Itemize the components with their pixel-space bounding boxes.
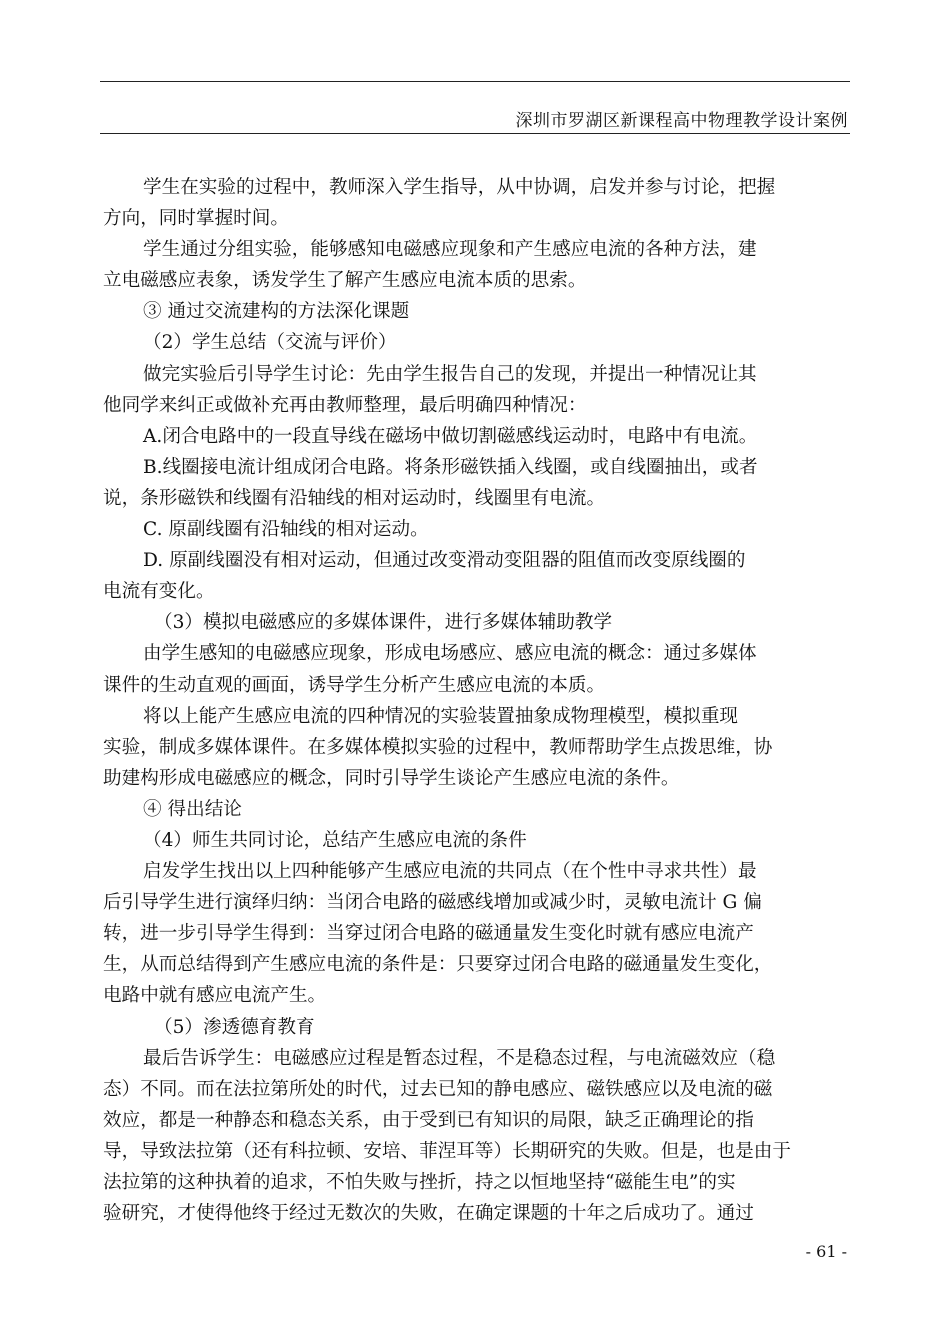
subsection-heading: （5）渗透德育教育 [154, 1016, 315, 1038]
text-line: 法拉第的这种执着的追求，不怕失败与挫折，持之以恒地坚持“磁能生电”的实 [103, 1172, 736, 1193]
text-line: 电路中就有感应电流产生。 [103, 985, 327, 1007]
list-item-b: B.线圈接电流计组成闭合电路。将条形磁铁插入线圈，或自线圈抽出，或者 [143, 456, 758, 478]
header-rule-bottom [100, 133, 850, 134]
list-item-c: C. 原副线圈有沿轴线的相对运动。 [143, 519, 429, 541]
text-line: 实验，制成多媒体课件。在多媒体模拟实验的过程中，教师帮助学生点拨思维，协 [103, 736, 773, 758]
text-line: 将以上能产生感应电流的四种情况的实验装置抽象成物理模型，模拟重现 [143, 705, 739, 727]
text-line: 课件的生动直观的画面，诱导学生分析产生感应电流的本质。 [103, 674, 606, 696]
text-line: 说，条形磁铁和线圈有沿轴线的相对运动时，线圈里有电流。 [103, 487, 606, 509]
subsection-heading: （3）模拟电磁感应的多媒体课件，进行多媒体辅助教学 [154, 612, 613, 634]
text-line: 立电磁感应表象，诱发学生了解产生感应电流本质的思索。 [103, 270, 587, 292]
text-line: 启发学生找出以上四种能够产生感应电流的共同点（在个性中寻求共性）最 [143, 861, 757, 883]
section-heading: ④ 得出结论 [143, 798, 242, 820]
text-line: 生，从而总结得到产生感应电流的条件是：只要穿过闭合电路的磁通量发生变化， [103, 954, 773, 976]
text-line: 方向，同时掌握时间。 [103, 208, 289, 230]
text-line: 学生在实验的过程中，教师深入学生指导，从中协调，启发并参与讨论，把握 [143, 177, 776, 198]
text-line: 验研究，才使得他终于经过无数次的失败，在确定课题的十年之后成功了。通过 [103, 1203, 754, 1225]
list-item-d: D. 原副线圈没有相对运动，但通过改变滑动变阻器的阻值而改变原线圈的 [143, 550, 746, 572]
text-line: 他同学来纠正或做补充再由教师整理，最后明确四种情况： [103, 394, 587, 416]
running-header-title: 深圳市罗湖区新课程高中物理教学设计案例 [515, 111, 848, 131]
text-line: 做完实验后引导学生讨论：先由学生报告自己的发现，并提出一种情况让其 [143, 363, 757, 385]
section-heading: ③ 通过交流建构的方法深化课题 [143, 301, 410, 323]
list-item-a: A.闭合电路中的一段直导线在磁场中做切割磁感线运动时，电路中有电流。 [143, 425, 758, 447]
text-line: 由学生感知的电磁感应现象，形成电场感应、感应电流的概念：通过多媒体 [143, 643, 757, 665]
text-line: 最后告诉学生：电磁感应过程是暂态过程，不是稳态过程，与电流磁效应（稳 [143, 1047, 776, 1069]
text-line: 后引导学生进行演绎归纳：当闭合电路的磁感线增加或减少时，灵敏电流计 G 偏 [103, 892, 762, 914]
text-line: 导，导致法拉第（还有科拉顿、安培、菲涅耳等）长期研究的失败。但是，也是由于 [103, 1140, 791, 1162]
text-line: 转，进一步引导学生得到：当穿过闭合电路的磁通量发生变化时就有感应电流产 [103, 923, 754, 945]
text-line: 效应，都是一种静态和稳态关系，由于受到已有知识的局限，缺乏正确理论的指 [103, 1109, 754, 1131]
subsection-heading: （2）学生总结（交流与评价） [143, 332, 397, 354]
text-line: 电流有变化。 [103, 581, 215, 603]
subsection-heading: （4）师生共同讨论，总结产生感应电流的条件 [143, 829, 527, 851]
text-line: 态）不同。而在法拉第所处的时代，过去已知的静电感应、磁铁感应以及电流的磁 [103, 1078, 773, 1100]
header-rule-top [100, 81, 850, 82]
body-text [103, 172, 853, 1229]
text-line: 学生通过分组实验，能够感知电磁感应现象和产生感应电流的各种方法，建 [143, 239, 757, 261]
page-number: - 61 - [805, 1242, 847, 1261]
text-line: 助建构形成电磁感应的概念，同时引导学生谈论产生感应电流的条件。 [103, 767, 680, 789]
